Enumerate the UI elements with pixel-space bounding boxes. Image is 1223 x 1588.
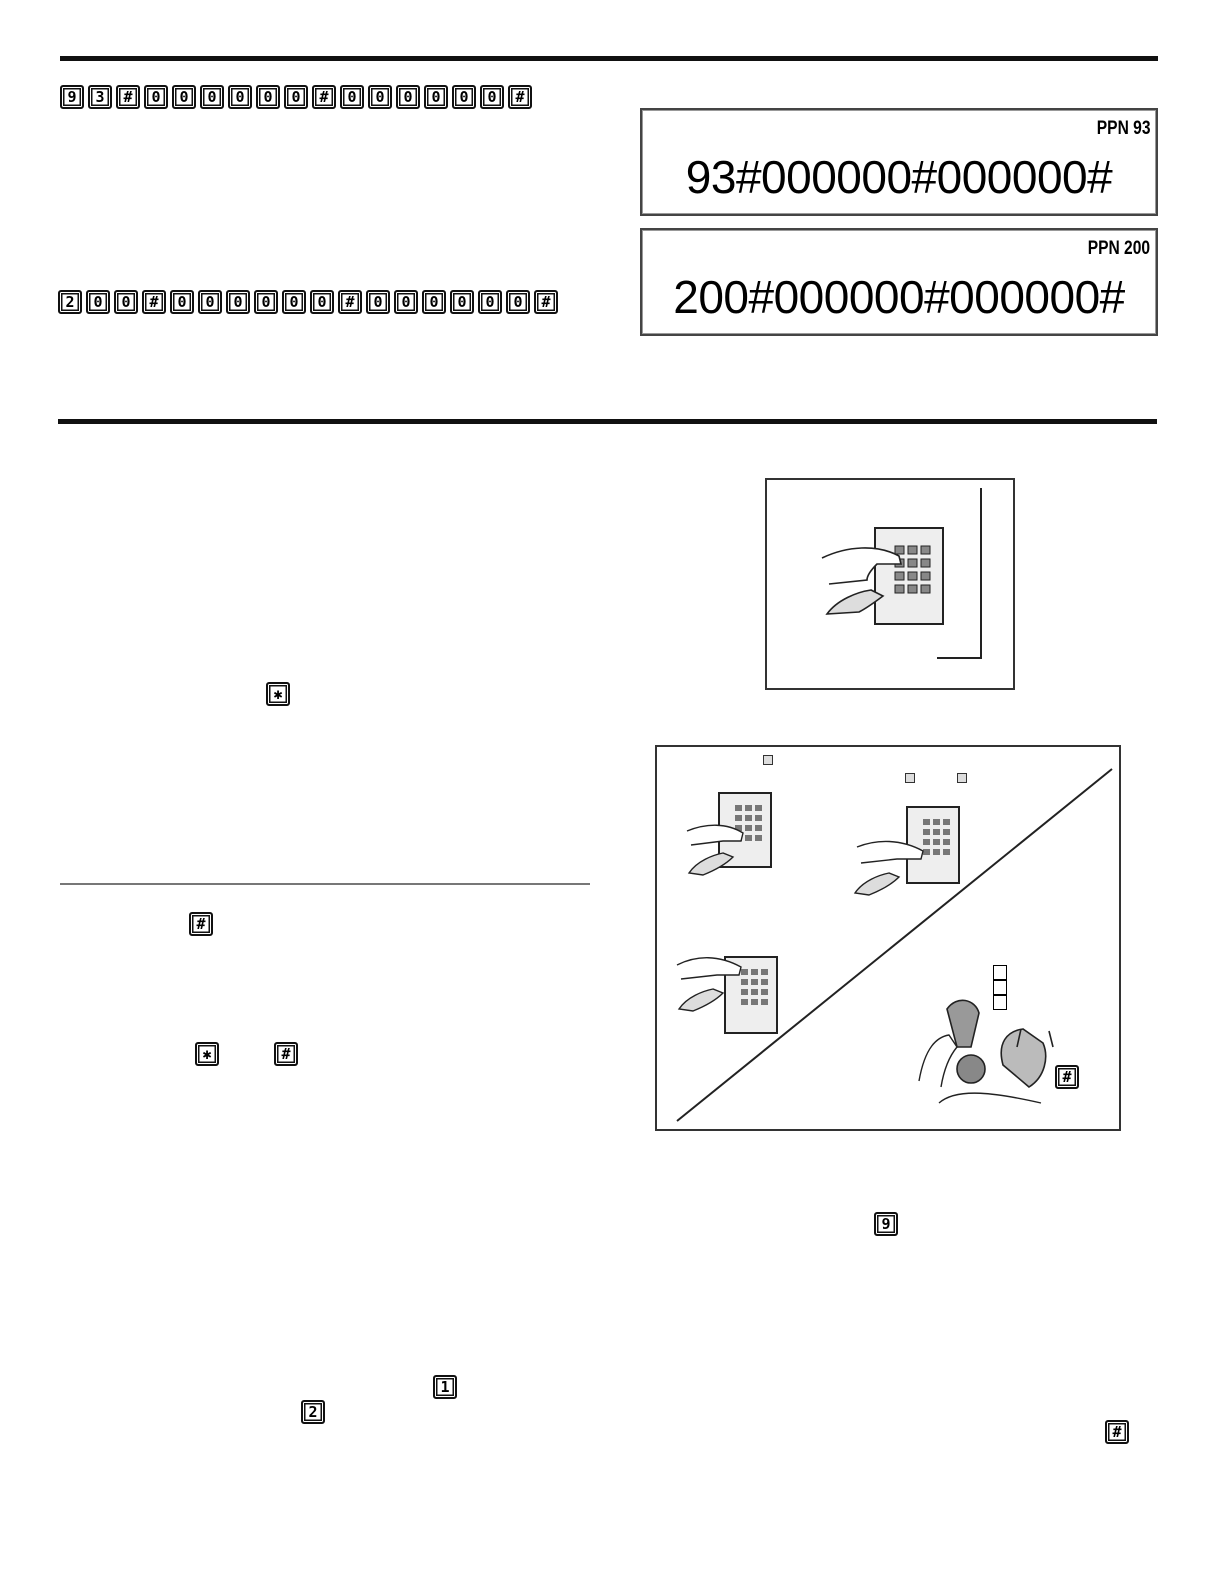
keypad-key: #: [508, 85, 532, 109]
keypad-key: #: [312, 85, 336, 109]
keypad-key: 0: [310, 290, 334, 314]
keypad-key: 0: [86, 290, 110, 314]
entry-methods-drawing: [657, 747, 1119, 1129]
top-rule: [60, 56, 1158, 61]
lcd-label: PPN 200: [1087, 238, 1150, 259]
entry-methods-illustration: [655, 745, 1121, 1131]
keypad-key: 0: [200, 85, 224, 109]
hand-keypad-drawing: [767, 480, 1013, 688]
keypad-key: 3: [88, 85, 112, 109]
keypad-key: 0: [256, 85, 280, 109]
keypad-key: 0: [480, 85, 504, 109]
keypad-key: 0: [144, 85, 168, 109]
lcd-display-ppn-93: [640, 108, 1158, 216]
keycode-row-ppn-93: [60, 85, 532, 109]
keypad-key: 0: [450, 290, 474, 314]
hash-key: #: [1055, 1065, 1079, 1089]
tiny-key-marker: [957, 773, 967, 783]
keypad-key: 0: [282, 290, 306, 314]
keypad-key: 0: [172, 85, 196, 109]
keypad-key: 0: [452, 85, 476, 109]
keypad-key: 0: [478, 290, 502, 314]
one-key: 1: [433, 1375, 457, 1399]
keypad-key: 0: [340, 85, 364, 109]
keypad-key: 0: [114, 290, 138, 314]
keypad-key: 0: [254, 290, 278, 314]
code-box: [993, 965, 1007, 980]
keypad-key: 0: [396, 85, 420, 109]
keypad-key: #: [116, 85, 140, 109]
lcd-code: 93#000000#000000#: [685, 151, 1113, 203]
hash-key: #: [1105, 1420, 1129, 1444]
code-box: [993, 980, 1007, 995]
keypad-key: #: [338, 290, 362, 314]
keypad-key: 0: [394, 290, 418, 314]
keypad-key: 0: [226, 290, 250, 314]
nine-key: 9: [874, 1212, 898, 1236]
keypad-key: 0: [424, 85, 448, 109]
keypad-key: #: [534, 290, 558, 314]
hash-key: #: [274, 1042, 298, 1066]
keypad-key: 0: [170, 290, 194, 314]
keypad-key: 0: [506, 290, 530, 314]
keypad-key: 0: [284, 85, 308, 109]
lcd-code: 200#000000#000000#: [673, 271, 1125, 323]
section-rule: [58, 419, 1157, 424]
code-box: [993, 995, 1007, 1010]
column-divider: [60, 883, 590, 885]
lcd-display-ppn-200: [640, 228, 1158, 336]
keypad-key: #: [142, 290, 166, 314]
star-key: ✱: [195, 1042, 219, 1066]
tiny-key-marker: [905, 773, 915, 783]
hash-key: #: [189, 912, 213, 936]
keypad-key: 2: [58, 290, 82, 314]
keypad-key: 0: [422, 290, 446, 314]
two-key: 2: [301, 1400, 325, 1424]
tiny-key-marker: [763, 755, 773, 765]
keypad-illustration: [765, 478, 1015, 690]
keycode-row-ppn-200: [58, 290, 558, 314]
star-key: ✱: [266, 682, 290, 706]
keypad-key: 0: [228, 85, 252, 109]
keypad-key: 0: [368, 85, 392, 109]
lcd-label: PPN 93: [1096, 118, 1150, 139]
keypad-key: 9: [60, 85, 84, 109]
keypad-key: 0: [198, 290, 222, 314]
keypad-key: 0: [366, 290, 390, 314]
